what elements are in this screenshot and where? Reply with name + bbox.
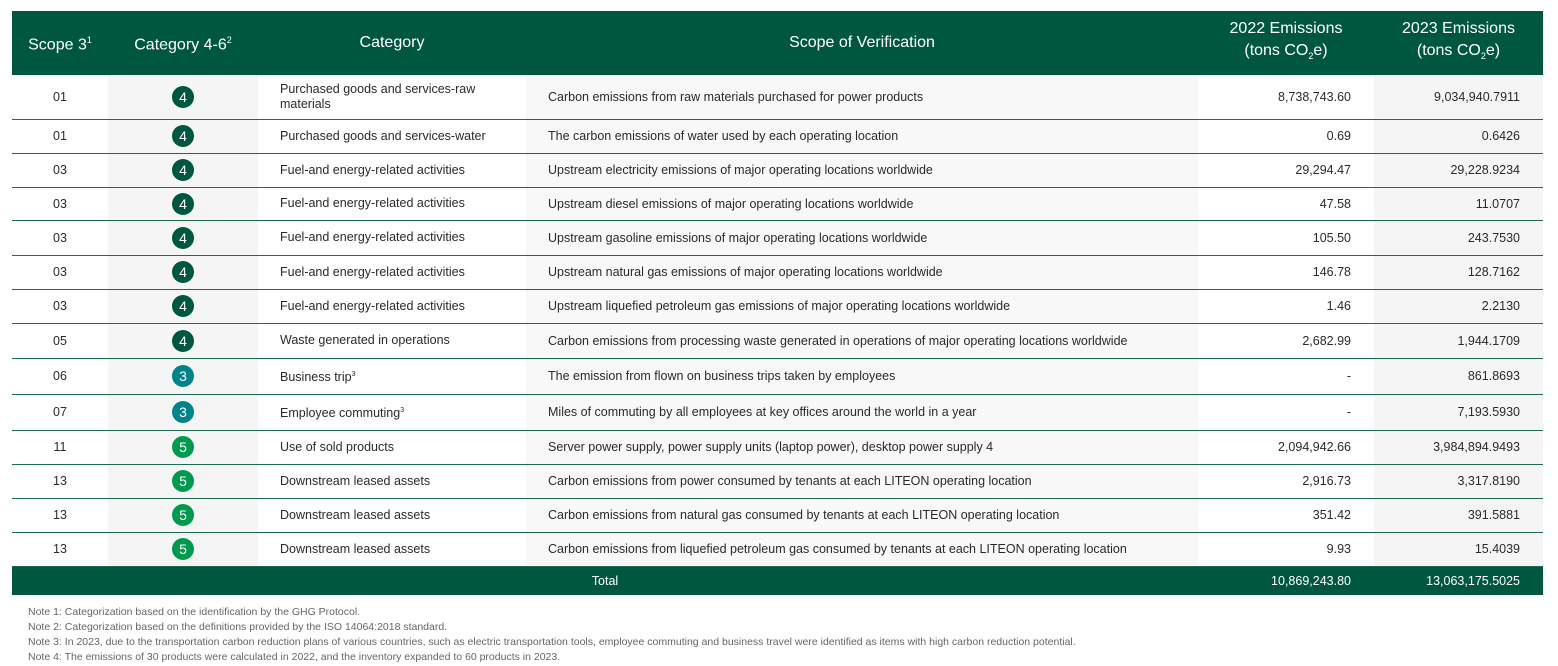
category-text: Fuel-and energy-related activities <box>280 264 465 279</box>
emissions-2023-cell: 3,317.8190 <box>1374 464 1543 498</box>
category-cell <box>258 187 526 220</box>
scope-cell: 06 <box>12 358 108 394</box>
table-row <box>12 153 1543 187</box>
category-text: Fuel-and energy-related activities <box>280 298 465 313</box>
table-row <box>12 430 1543 464</box>
scope-cell: 01 <box>12 119 108 153</box>
emissions-2022-cell: - <box>1198 358 1374 394</box>
emissions-2022-cell: 2,916.73 <box>1198 464 1374 498</box>
emissions-2022-cell: 2,094,942.66 <box>1198 430 1374 464</box>
category-badge-cell <box>108 464 258 498</box>
emissions-table-container <box>12 11 1543 595</box>
category-number-badge: 5 <box>172 470 194 492</box>
category-cell <box>258 394 526 430</box>
total-2022: 10,869,243.80 <box>1198 566 1374 595</box>
footnote-line: Note 2: Categorization based on the definitions provided by the ISO 14064:2018 standard. <box>28 621 448 633</box>
category-number-badge: 4 <box>172 330 194 352</box>
category-text: Waste generated in operations <box>280 333 450 347</box>
scope-cell: 03 <box>12 220 108 255</box>
category-footnote-ref: 3 <box>351 370 356 378</box>
emissions-2022-cell: - <box>1198 394 1374 430</box>
emissions-2023-cell: 1,944.1709 <box>1374 323 1543 358</box>
table-row <box>12 464 1543 498</box>
emissions-2023-cell: 391.5881 <box>1374 498 1543 532</box>
table-row <box>12 323 1543 358</box>
emissions-2022-cell: 2,682.99 <box>1198 323 1374 358</box>
table-header <box>12 11 1543 75</box>
category-number-badge: 5 <box>172 436 194 458</box>
verification-cell: Upstream gasoline emissions of major operating locations worldwide <box>526 220 1198 255</box>
category-number-badge: 4 <box>172 86 194 108</box>
category-badge-cell <box>108 289 258 323</box>
scope-cell: 03 <box>12 187 108 220</box>
category-badge-cell <box>108 430 258 464</box>
category-text: Fuel-and energy-related activities <box>280 162 465 177</box>
verification-cell: Server power supply, power supply units (laptop power), desktop power supply 4 <box>526 430 1198 464</box>
category-number-badge: 4 <box>172 125 194 147</box>
category-footnote-ref: 3 <box>400 406 405 414</box>
scope-cell: 13 <box>12 532 108 566</box>
total-2023: 13,063,175.5025 <box>1374 566 1543 595</box>
category-text: Purchased goods and services-raw materials <box>280 81 476 111</box>
emissions-2022-cell: 105.50 <box>1198 220 1374 255</box>
category-cell <box>258 430 526 464</box>
footnote-line: Note 3: In 2023, due to the transportation carbon reduction plans of various countries, such as electric transportation tools, employee commuting and business travel were identified as items with high carbon reduction potential. <box>28 636 1076 648</box>
category-text: Fuel-and energy-related activities <box>280 230 465 244</box>
emissions-2022-cell: 9.93 <box>1198 532 1374 566</box>
header-2022-emissions: 2022 Emissions (tons $CO_2e$) <box>1198 11 1374 75</box>
table-row <box>12 119 1543 153</box>
verification-cell: Miles of commuting by all employees at key offices around the world in a year <box>526 394 1198 430</box>
scope-cell: 03 <box>12 289 108 323</box>
emissions-2022-cell: 29,294.47 <box>1198 153 1374 187</box>
table-row <box>12 255 1543 289</box>
category-number-badge: 4 <box>172 227 194 249</box>
footnote-line: Note 4: The emissions of 30 products were calculated in 2022, and the inventory expanded to 60 products in 2023. <box>28 651 561 663</box>
category-text: Business trip <box>280 370 352 385</box>
table-row <box>12 75 1543 119</box>
emissions-2023-cell: 128.7162 <box>1374 255 1543 289</box>
category-badge-cell <box>108 187 258 220</box>
total-row <box>12 566 1543 595</box>
category-text: Use of sold products <box>280 439 394 454</box>
category-text: Downstream leased assets <box>280 473 431 488</box>
emissions-2023-cell: 861.8693 <box>1374 358 1543 394</box>
verification-cell: Upstream electricity emissions of major operating locations worldwide <box>526 153 1198 187</box>
category-cell <box>258 532 526 566</box>
category-badge-cell <box>108 255 258 289</box>
total-label: Total <box>12 566 1198 595</box>
table-row <box>12 532 1543 566</box>
category-cell <box>258 153 526 187</box>
scope-cell: 03 <box>12 153 108 187</box>
category-text: Employee commuting <box>280 406 401 421</box>
table-row <box>12 289 1543 323</box>
category-number-badge: 5 <box>172 538 194 560</box>
category-badge-cell <box>108 75 258 119</box>
scope-cell: 05 <box>12 323 108 358</box>
category-number-badge: 5 <box>172 504 194 526</box>
header-scope-of-verification: Scope of Verification <box>526 11 1198 75</box>
category-number-badge: 3 <box>172 365 194 387</box>
verification-cell: Carbon emissions from natural gas consumed by tenants at each LITEON operating location <box>526 498 1198 532</box>
category-cell <box>258 75 526 119</box>
table-footer <box>12 566 1543 595</box>
verification-cell: Carbon emissions from power consumed by tenants at each LITEON operating location <box>526 464 1198 498</box>
table-row <box>12 220 1543 255</box>
category-cell <box>258 220 526 255</box>
category-cell <box>258 498 526 532</box>
verification-cell: Carbon emissions from processing waste generated in operations of major operating locations worldwide <box>526 323 1198 358</box>
category-number-badge: 4 <box>172 193 194 215</box>
emissions-2023-cell: 243.7530 <box>1374 220 1543 255</box>
footnotes <box>28 605 1076 665</box>
verification-cell: Carbon emissions from raw materials purchased for power products <box>526 75 1198 119</box>
emissions-2022-cell: 8,738,743.60 <box>1198 75 1374 119</box>
category-cell <box>258 119 526 153</box>
scope-cell: 13 <box>12 498 108 532</box>
category-cell <box>258 255 526 289</box>
verification-cell: Carbon emissions from liquefied petroleum gas consumed by tenants at each LITEON operating location <box>526 532 1198 566</box>
header-scope3: Scope $3^1$ <box>12 11 108 75</box>
category-number-badge: 4 <box>172 295 194 317</box>
header-category-4-6: Category $4-6^2$ <box>108 11 258 75</box>
category-badge-cell <box>108 498 258 532</box>
table-row <box>12 187 1543 220</box>
scope-cell: 13 <box>12 464 108 498</box>
category-number-badge: 4 <box>172 159 194 181</box>
category-number-badge: 4 <box>172 261 194 283</box>
scope-cell: 07 <box>12 394 108 430</box>
category-text: Fuel-and energy-related activities <box>280 196 465 210</box>
verification-cell: The emission from flown on business trips taken by employees <box>526 358 1198 394</box>
emissions-2023-cell: 9,034,940.7911 <box>1374 75 1543 119</box>
category-cell <box>258 358 526 394</box>
category-cell <box>258 464 526 498</box>
emissions-2022-cell: 146.78 <box>1198 255 1374 289</box>
category-cell <box>258 289 526 323</box>
header-2023-emissions: 2023 Emissions (tons $CO_2e$) <box>1374 11 1543 75</box>
category-number-badge: 3 <box>172 401 194 423</box>
emissions-2022-cell: 47.58 <box>1198 187 1374 220</box>
emissions-2023-cell: 0.6426 <box>1374 119 1543 153</box>
category-cell <box>258 323 526 358</box>
category-text: Downstream leased assets <box>280 507 431 522</box>
verification-cell: Upstream liquefied petroleum gas emissions of major operating locations worldwide <box>526 289 1198 323</box>
category-badge-cell <box>108 394 258 430</box>
category-badge-cell <box>108 323 258 358</box>
emissions-2022-cell: 351.42 <box>1198 498 1374 532</box>
verification-cell: Upstream diesel emissions of major operating locations worldwide <box>526 187 1198 220</box>
emissions-2023-cell: 15.4039 <box>1374 532 1543 566</box>
emissions-2023-cell: 3,984,894.9493 <box>1374 430 1543 464</box>
category-badge-cell <box>108 220 258 255</box>
scope-cell: 11 <box>12 430 108 464</box>
header-category: Category <box>258 11 526 75</box>
scope-cell: 01 <box>12 75 108 119</box>
verification-cell: Upstream natural gas emissions of major operating locations worldwide <box>526 255 1198 289</box>
table-row <box>12 358 1543 394</box>
footnote-line: Note 1: Categorization based on the identification by the GHG Protocol. <box>28 606 361 618</box>
emissions-2023-cell: 11.0707 <box>1374 187 1543 220</box>
table-row <box>12 394 1543 430</box>
scope3-emissions-table <box>12 11 1543 595</box>
emissions-2023-cell: 7,193.5930 <box>1374 394 1543 430</box>
table-body <box>12 75 1543 566</box>
scope-cell: 03 <box>12 255 108 289</box>
emissions-2022-cell: 0.69 <box>1198 119 1374 153</box>
emissions-2022-cell: 1.46 <box>1198 289 1374 323</box>
category-badge-cell <box>108 358 258 394</box>
category-text: Purchased goods and services-water <box>280 128 486 143</box>
table-row <box>12 498 1543 532</box>
category-badge-cell <box>108 153 258 187</box>
emissions-2023-cell: 29,228.9234 <box>1374 153 1543 187</box>
category-text: Downstream leased assets <box>280 541 431 556</box>
emissions-2023-cell: 2.2130 <box>1374 289 1543 323</box>
category-badge-cell <box>108 532 258 566</box>
verification-cell: The carbon emissions of water used by each operating location <box>526 119 1198 153</box>
category-badge-cell <box>108 119 258 153</box>
